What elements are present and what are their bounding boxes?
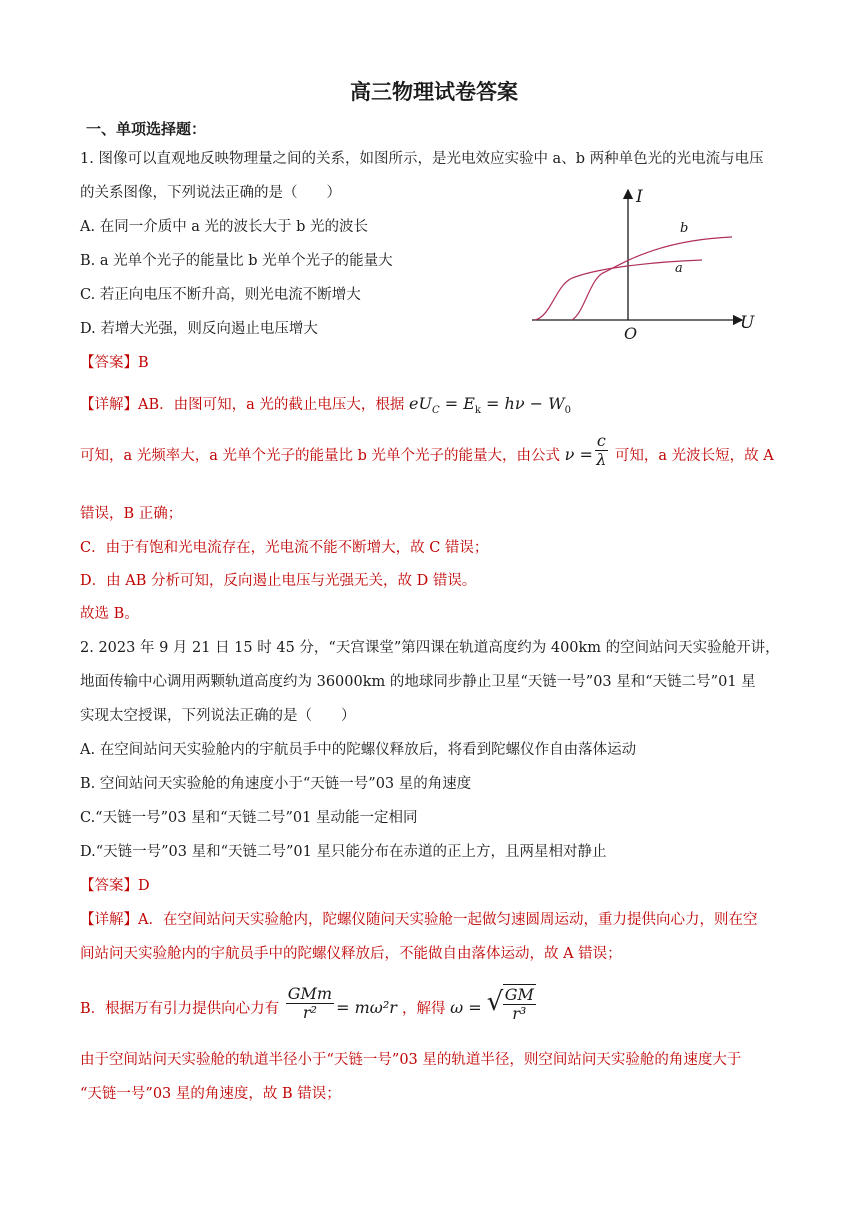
q1-detail1-text: 【详解】AB．由图可知，a 光的截止电压大，根据 (80, 397, 405, 413)
q1-detail-line2 (80, 431, 774, 469)
q2-detailb-text: B．根据万有引力提供向心力有 (80, 1001, 280, 1017)
curve-label-b: b (680, 221, 689, 236)
q2-detail-b3: “天链一号”03 星的角速度，故 B 错误； (80, 1086, 341, 1102)
q2-detailb-mid: ，解得 (401, 1001, 446, 1017)
q1-option-a: A. 在同一介质中 a 光的波长大于 b 光的波长 (80, 219, 369, 235)
axis-label-i: I (636, 187, 643, 207)
q1-option-d: D. 若增大光强，则反向遏止电压增大 (80, 321, 318, 337)
origin-label: O (624, 324, 638, 342)
q2-stem-line1: 2. 2023 年 9 月 21 日 15 时 45 分，“天宫课堂”第四课在轨道高度约为 400km 的空间站问天实验舱开讲， (80, 640, 780, 656)
q1-option-b: B. a 光单个光子的能量比 b 光单个光子的能量大 (80, 253, 393, 269)
q1-answer-label: 【答案】B (80, 355, 149, 371)
q1-conclusion: 故选 B。 (80, 606, 139, 622)
q2-option-a: A. 在空间站问天实验舱内的宇航员手中的陀螺仪释放后，将看到陀螺仪作自由落体运动 (80, 742, 637, 758)
q2-stem-line3: 实现太空授课，下列说法正确的是（ ） (80, 708, 356, 724)
einstein-equation: $eU_C = E_k = h\nu - W_0$ (409, 394, 571, 417)
q2-answer: 【答案】D (80, 878, 150, 894)
q1-option-c: C. 若正向电压不断升高，则光电流不断增大 (80, 287, 361, 303)
curve-b (572, 237, 732, 320)
q1-stem-line2: 的关系图像，下列说法正确的是（ ） (80, 185, 341, 201)
q2-detail-a1: 【详解】A．在空间站问天实验舱内，陀螺仪随问天实验舱一起做匀速圆周运动，重力提供向心力，则在空 (80, 912, 758, 928)
section-heading: 一、单项选择题： (86, 120, 207, 138)
angular-velocity-formula: ω = √ $\frac{GM}{\text{r³}}$ (450, 985, 534, 1023)
q1-answer (80, 353, 149, 373)
q1-detail-line3: 错误，B 正确； (80, 506, 183, 522)
q1-detail2-text: 可知，a 光频率大，a 光单个光子的能量比 b 光单个光子的能量大，由公式 (80, 448, 561, 464)
curve-label-a: a (675, 261, 683, 276)
q2-detail-b1 (80, 984, 538, 1023)
q1-detail2-suffix: 可知，a 光波长短，故 A (614, 448, 774, 464)
q1-detail-d: D．由 AB 分析可知，反向遏止电压与光强无关，故 D 错误。 (80, 573, 477, 589)
page-title: 高三物理试卷答案 (350, 80, 518, 104)
axis-label-u: U (740, 313, 755, 333)
q1-detail-c: C．由于有饱和光电流存在，光电流不能不断增大，故 C 错误； (80, 540, 489, 556)
q2-detail-b2: 由于空间站问天实验舱的轨道半径小于“天链一号”03 星的轨道半径，则空间站问天实验舱的角速度大于 (80, 1052, 742, 1068)
q2-option-c: C.“天链一号”03 星和“天链二号”01 星动能一定相同 (80, 810, 418, 826)
photocurrent-voltage-graph (530, 182, 760, 342)
q2-stem-line2: 地面传输中心调用两颗轨道高度约为 36000km 的地球同步静止卫星“天链一号”03 星和“天链二号”01 星 (80, 674, 756, 690)
q1-stem-line1: 1. 图像可以直观地反映物理量之间的关系，如图所示，是光电效应实验中 a、b 两种单色光的光电流与电压 (80, 151, 764, 167)
gravitation-formula: $\frac{\text{GMm}}{\text{r²}}$ = mω²r (287, 984, 397, 1022)
q2-option-d: D.“天链一号”03 星和“天链二号”01 星只能分布在赤道的正上方，且两星相对静止 (80, 844, 607, 860)
frequency-formula: ν = $\frac{c}{\lambda}$ (564, 431, 607, 469)
q2-option-b: B. 空间站问天实验舱的角速度小于“天链一号”03 星的角速度 (80, 776, 472, 792)
q1-detail-line1 (80, 394, 571, 421)
q2-detail-a2: 间站问天实验舱内的宇航员手中的陀螺仪释放后，不能做自由落体运动，故 A 错误； (80, 946, 622, 962)
